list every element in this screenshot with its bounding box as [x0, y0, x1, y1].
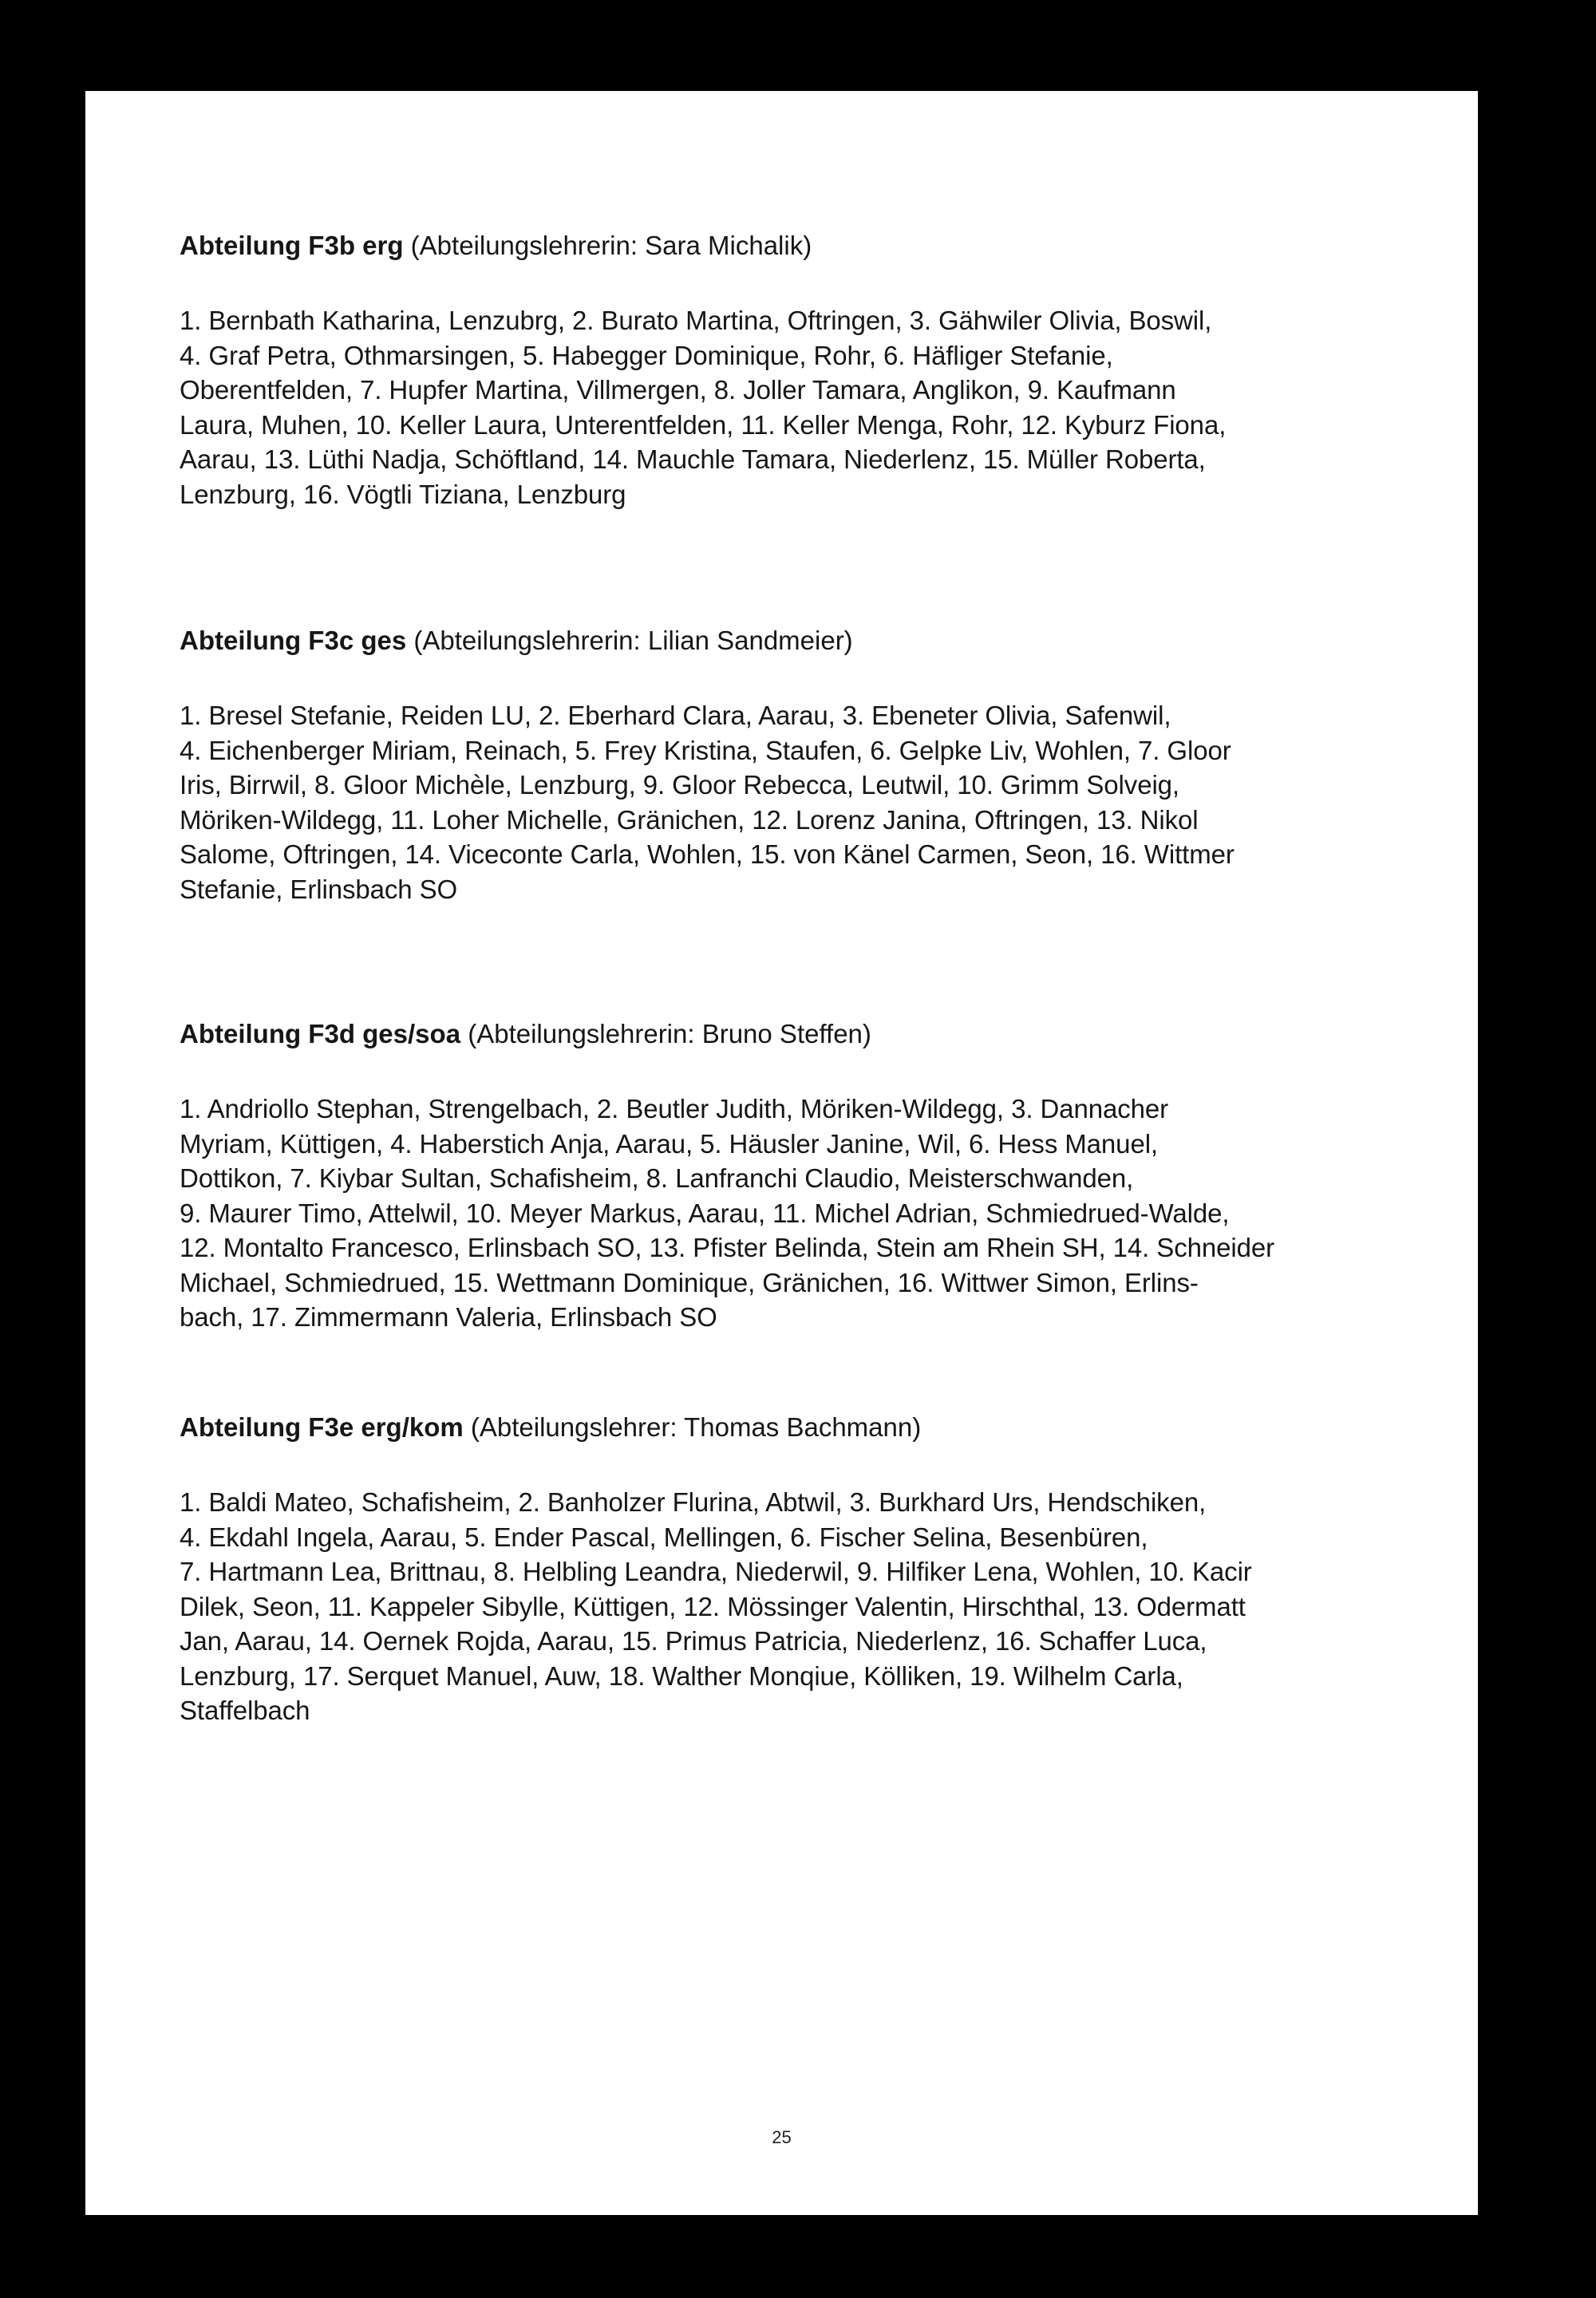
list-line: Michael, Schmiedrued, 15. Wettmann Dominique, Gränichen, 16. Wittwer Simon, Erlins- — [180, 1267, 1199, 1297]
list-line: Dottikon, 7. Kiybar Sultan, Schafisheim, 8. Lanfranchi Claudio, Meisterschwanden, — [180, 1163, 1134, 1193]
section-teacher: (Abteilungslehrer: Thomas Bachmann) — [463, 1412, 922, 1442]
list-line: Lenzburg, 17. Serquet Manuel, Auw, 18. Walther Monqiue, Kölliken, 19. Wilhelm Carla, — [180, 1660, 1183, 1691]
section-title: Abteilung F3c ges — [180, 626, 407, 655]
list-line: 4. Ekdahl Ingela, Aarau, 5. Ender Pascal, Mellingen, 6. Fischer Selina, Besenbüren, — [180, 1522, 1148, 1552]
list-line: 1. Andriollo Stephan, Strengelbach, 2. Beutler Judith, Möriken-Wildegg, 3. Dannacher — [180, 1094, 1168, 1123]
list-line: Jan, Aarau, 14. Oernek Rojda, Aarau, 15. Primus Patricia, Niederlenz, 16. Schaffer Luca, — [180, 1626, 1207, 1656]
section-f3e — [180, 1410, 1424, 1728]
section-heading — [180, 228, 1424, 263]
student-list — [180, 303, 1424, 511]
list-line: Myriam, Küttigen, 4. Haberstich Anja, Aarau, 5. Häusler Janine, Wil, 6. Hess Manuel, — [180, 1128, 1158, 1159]
list-line: Salome, Oftringen, 14. Viceconte Carla, Wohlen, 15. von Känel Carmen, Seon, 16. Wittmer — [180, 839, 1235, 869]
section-heading — [180, 623, 1424, 658]
section-title: Abteilung F3b erg — [180, 231, 404, 260]
list-line: 7. Hartmann Lea, Brittnau, 8. Helbling Leandra, Niederwil, 9. Hilfiker Lena, Wohlen, 10. Kacir — [180, 1557, 1252, 1586]
list-line: 4. Eichenberger Miriam, Reinach, 5. Frey Kristina, Staufen, 6. Gelpke Liv, Wohlen, 7. Gloor — [180, 735, 1231, 765]
list-line: Stefanie, Erlinsbach SO — [180, 874, 458, 904]
list-line: 1. Baldi Mateo, Schafisheim, 2. Banholzer Flurina, Abtwil, 3. Burkhard Urs, Hendschiken, — [180, 1487, 1207, 1517]
section-title: Abteilung F3d ges/soa — [180, 1019, 461, 1048]
section-f3d — [180, 1017, 1424, 1335]
list-line: 4. Graf Petra, Othmarsingen, 5. Habegger Dominique, Rohr, 6. Häfliger Stefanie, — [180, 340, 1113, 370]
section-title: Abteilung F3e erg/kom — [180, 1412, 464, 1442]
student-list — [180, 698, 1424, 906]
list-line: Oberentfelden, 7. Hupfer Martina, Villmergen, 8. Joller Tamara, Anglikon, 9. Kaufmann — [180, 375, 1176, 405]
list-line: 9. Maurer Timo, Attelwil, 10. Meyer Markus, Aarau, 11. Michel Adrian, Schmiedrued-Walde, — [180, 1198, 1230, 1228]
list-line: Möriken-Wildegg, 11. Loher Michelle, Gränichen, 12. Lorenz Janina, Oftringen, 13. Nikol — [180, 804, 1199, 835]
section-heading — [180, 1017, 1424, 1052]
student-list — [180, 1092, 1424, 1335]
list-line: 12. Montalto Francesco, Erlinsbach SO, 13. Pfister Belinda, Stein am Rhein SH, 14. Schneider — [180, 1233, 1274, 1262]
list-line: 1. Bernbath Katharina, Lenzubrg, 2. Burato Martina, Oftringen, 3. Gähwiler Olivia, Boswil, — [180, 306, 1212, 335]
list-line: bach, 17. Zimmermann Valeria, Erlinsbach SO — [180, 1302, 717, 1332]
section-teacher: (Abteilungslehrerin: Bruno Steffen) — [460, 1019, 871, 1048]
list-line: Staffelbach — [180, 1696, 310, 1725]
section-teacher: (Abteilungslehrerin: Sara Michalik) — [403, 231, 812, 260]
section-heading — [180, 1410, 1424, 1445]
list-line: Dilek, Seon, 11. Kappeler Sibylle, Küttigen, 12. Mössinger Valentin, Hirschthal, 13. Odermatt — [180, 1591, 1246, 1621]
section-teacher: (Abteilungslehrerin: Lilian Sandmeier) — [406, 626, 853, 655]
list-line: Laura, Muhen, 10. Keller Laura, Unterentfelden, 11. Keller Menga, Rohr, 12. Kyburz Fiona, — [180, 409, 1227, 440]
list-line: 1. Bresel Stefanie, Reiden LU, 2. Eberhard Clara, Aarau, 3. Ebeneter Olivia, Safenwil, — [180, 701, 1171, 730]
list-line: Iris, Birrwil, 8. Gloor Michèle, Lenzburg, 9. Gloor Rebecca, Leutwil, 10. Grimm Solveig, — [180, 770, 1179, 800]
student-list — [180, 1485, 1424, 1728]
page-number: 25 — [772, 2127, 792, 2147]
list-line: Aarau, 13. Lüthi Nadja, Schöftland, 14. Mauchle Tamara, Niederlenz, 15. Müller Roberta, — [180, 444, 1206, 474]
section-f3b — [180, 228, 1424, 511]
list-line: Lenzburg, 16. Vögtli Tiziana, Lenzburg — [180, 479, 626, 509]
section-f3c — [180, 623, 1424, 906]
document-page — [85, 91, 1478, 2215]
